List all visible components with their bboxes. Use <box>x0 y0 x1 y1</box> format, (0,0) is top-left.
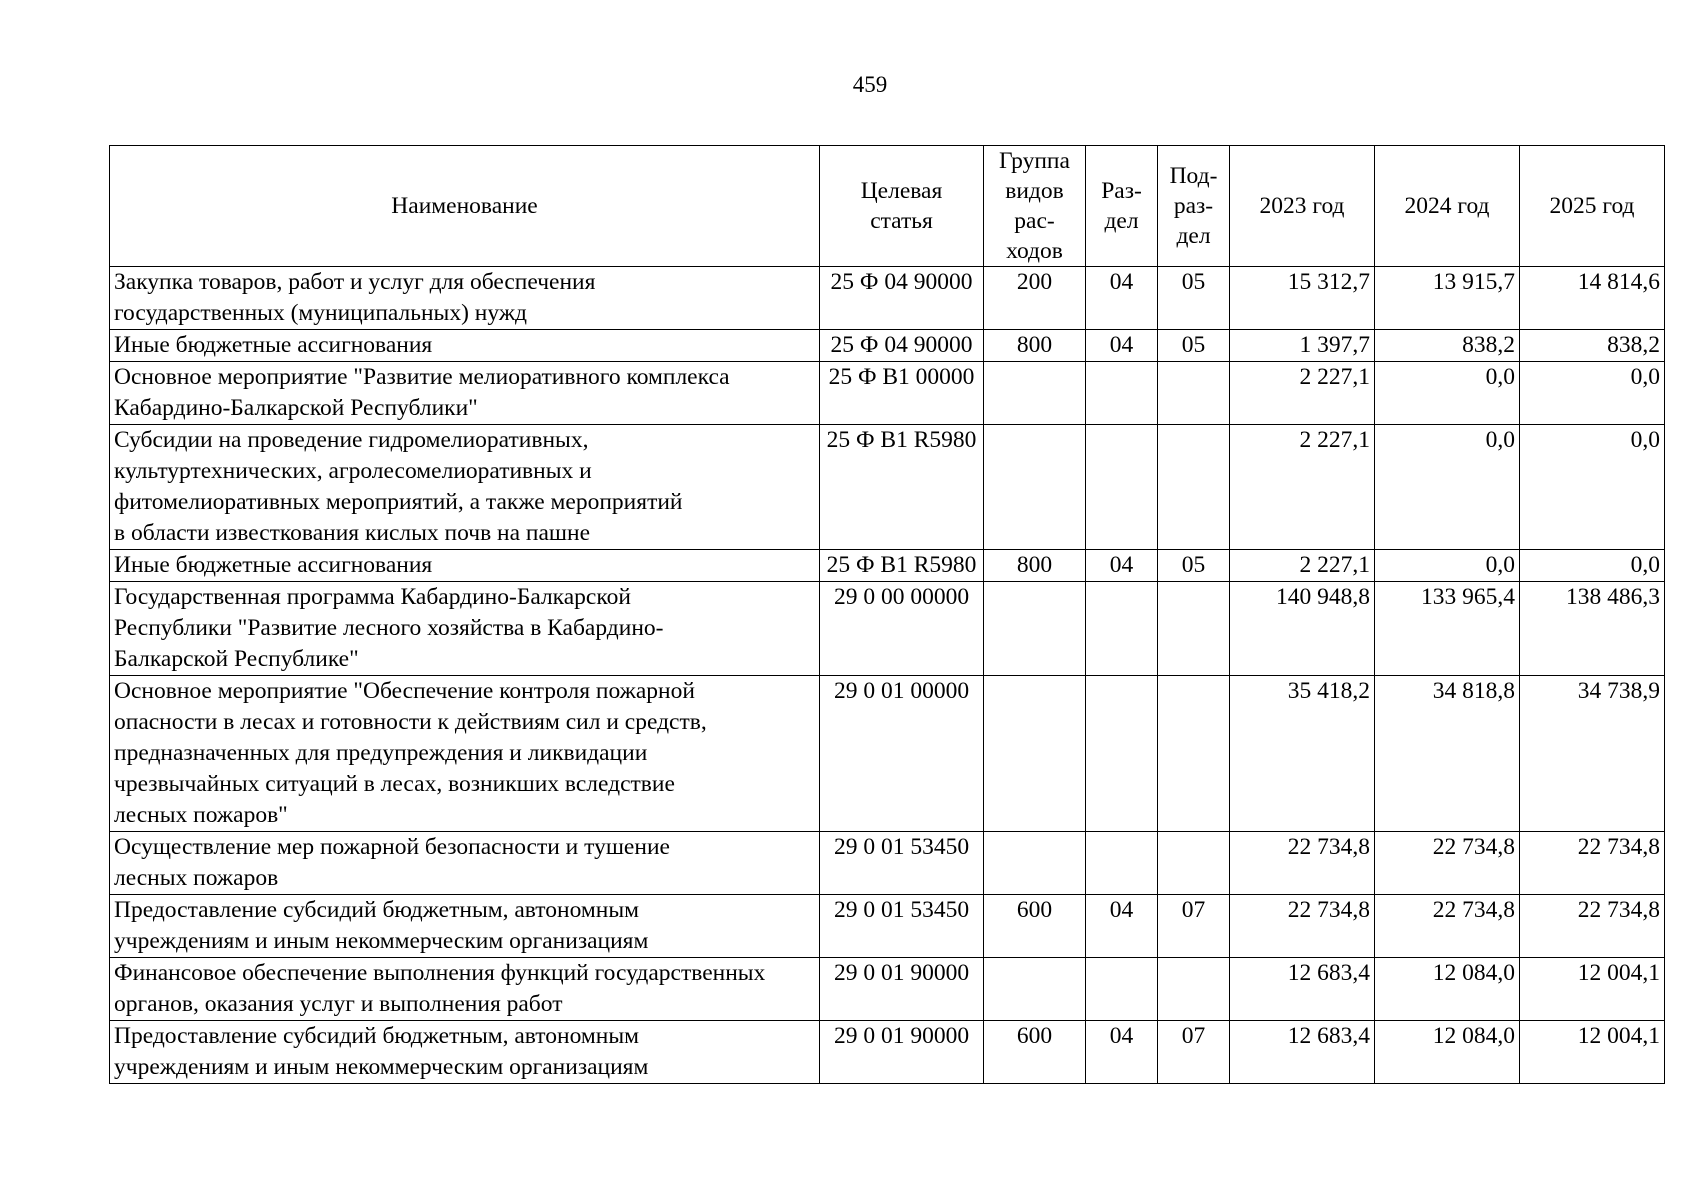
cell-target: 29 0 01 90000 <box>820 958 984 1021</box>
budget-table <box>109 145 1665 1084</box>
header-subsection: Под- раз- дел <box>1158 146 1230 267</box>
cell-subsection <box>1158 582 1230 676</box>
cell-subsection <box>1158 362 1230 425</box>
cell-2024: 22 734,8 <box>1375 832 1520 895</box>
table-row <box>110 425 1665 550</box>
cell-group: 600 <box>984 1021 1086 1084</box>
cell-name <box>110 832 820 895</box>
cell-section: 04 <box>1086 550 1158 582</box>
cell-subsection: 05 <box>1158 550 1230 582</box>
cell-group: 800 <box>984 330 1086 362</box>
cell-section: 04 <box>1086 267 1158 330</box>
table-row <box>110 676 1665 832</box>
cell-name <box>110 676 820 832</box>
cell-2023: 22 734,8 <box>1230 895 1375 958</box>
cell-group <box>984 425 1086 550</box>
table-header-row <box>110 146 1665 267</box>
cell-section <box>1086 425 1158 550</box>
cell-section <box>1086 958 1158 1021</box>
table-row <box>110 582 1665 676</box>
cell-2025: 22 734,8 <box>1520 832 1665 895</box>
header-2023: 2023 год <box>1230 146 1375 267</box>
cell-name-line: Закупка товаров, работ и услуг для обеспечения <box>114 269 596 295</box>
cell-group: 600 <box>984 895 1086 958</box>
page-number: 459 <box>852 72 888 97</box>
cell-subsection <box>1158 832 1230 895</box>
cell-name-line: лесных пожаров" <box>114 802 288 828</box>
cell-target: 29 0 01 53450 <box>820 832 984 895</box>
cell-2024: 12 084,0 <box>1375 958 1520 1021</box>
cell-name-line: культуртехнических, агролесомелиоративных и <box>114 458 592 484</box>
cell-name <box>110 330 820 362</box>
cell-2023: 22 734,8 <box>1230 832 1375 895</box>
table-row <box>110 1021 1665 1084</box>
cell-2024: 0,0 <box>1375 550 1520 582</box>
cell-2023: 1 397,7 <box>1230 330 1375 362</box>
header-target: Целевая статья <box>820 146 984 267</box>
cell-section <box>1086 362 1158 425</box>
cell-2025: 14 814,6 <box>1520 267 1665 330</box>
cell-subsection <box>1158 425 1230 550</box>
cell-2024: 13 915,7 <box>1375 267 1520 330</box>
cell-subsection: 05 <box>1158 330 1230 362</box>
cell-2024: 838,2 <box>1375 330 1520 362</box>
cell-target: 25 Ф В1 00000 <box>820 362 984 425</box>
cell-2023: 2 227,1 <box>1230 550 1375 582</box>
cell-2024: 34 818,8 <box>1375 676 1520 832</box>
cell-name-line: Кабардино-Балкарской Республики" <box>114 395 478 421</box>
cell-2025: 138 486,3 <box>1520 582 1665 676</box>
cell-name-line: в области известкования кислых почв на пашне <box>114 520 591 546</box>
cell-name-line: предназначенных для предупреждения и ликвидации <box>114 740 648 766</box>
cell-subsection <box>1158 676 1230 832</box>
cell-name-line: органов, оказания услуг и выполнения работ <box>114 991 563 1017</box>
cell-2025: 12 004,1 <box>1520 958 1665 1021</box>
cell-target: 29 0 00 00000 <box>820 582 984 676</box>
table-row <box>110 330 1665 362</box>
cell-section: 04 <box>1086 330 1158 362</box>
cell-2025: 838,2 <box>1520 330 1665 362</box>
cell-name-line: опасности в лесах и готовности к действиям сил и средств, <box>114 709 707 735</box>
table-row <box>110 362 1665 425</box>
cell-name-line: Государственная программа Кабардино-Балкарской <box>114 584 631 610</box>
cell-section <box>1086 582 1158 676</box>
cell-group <box>984 832 1086 895</box>
cell-2024: 12 084,0 <box>1375 1021 1520 1084</box>
cell-name-line: чрезвычайных ситуаций в лесах, возникших вследствие <box>114 771 675 797</box>
cell-section: 04 <box>1086 1021 1158 1084</box>
cell-name-line: фитомелиоративных мероприятий, а также мероприятий <box>114 489 683 515</box>
cell-2025: 22 734,8 <box>1520 895 1665 958</box>
cell-subsection: 07 <box>1158 895 1230 958</box>
table-row <box>110 832 1665 895</box>
table-row <box>110 550 1665 582</box>
cell-name <box>110 895 820 958</box>
cell-name-line: лесных пожаров <box>114 865 279 891</box>
table-row <box>110 267 1665 330</box>
cell-name-line: Предоставление субсидий бюджетным, автономным <box>114 1023 639 1049</box>
cell-2025: 34 738,9 <box>1520 676 1665 832</box>
table-row <box>110 895 1665 958</box>
cell-name <box>110 550 820 582</box>
cell-group <box>984 582 1086 676</box>
cell-name-line: Основное мероприятие "Обеспечение контроля пожарной <box>114 678 695 704</box>
cell-name-line: Основное мероприятие "Развитие мелиоративного комплекса <box>114 364 730 390</box>
cell-group <box>984 676 1086 832</box>
cell-group <box>984 958 1086 1021</box>
cell-2025: 12 004,1 <box>1520 1021 1665 1084</box>
cell-target: 29 0 01 53450 <box>820 895 984 958</box>
cell-target: 29 0 01 90000 <box>820 1021 984 1084</box>
cell-target: 25 Ф 04 90000 <box>820 330 984 362</box>
cell-name-line: учреждениям и иным некоммерческим организациям <box>114 928 649 954</box>
cell-target: 25 Ф В1 R5980 <box>820 550 984 582</box>
cell-2025: 0,0 <box>1520 362 1665 425</box>
cell-name-line: Балкарской Республике" <box>114 646 359 672</box>
cell-name <box>110 267 820 330</box>
cell-name <box>110 362 820 425</box>
table-row <box>110 958 1665 1021</box>
header-section: Раз- дел <box>1086 146 1158 267</box>
cell-group: 800 <box>984 550 1086 582</box>
cell-name-line: Финансовое обеспечение выполнения функций государственных <box>114 960 766 986</box>
cell-name-line: учреждениям и иным некоммерческим организациям <box>114 1054 649 1080</box>
cell-group <box>984 362 1086 425</box>
cell-2024: 0,0 <box>1375 425 1520 550</box>
cell-subsection: 05 <box>1158 267 1230 330</box>
cell-2023: 2 227,1 <box>1230 362 1375 425</box>
cell-2023: 15 312,7 <box>1230 267 1375 330</box>
cell-2023: 12 683,4 <box>1230 958 1375 1021</box>
cell-group: 200 <box>984 267 1086 330</box>
cell-2024: 133 965,4 <box>1375 582 1520 676</box>
header-2025: 2025 год <box>1520 146 1665 267</box>
cell-section: 04 <box>1086 895 1158 958</box>
cell-section <box>1086 676 1158 832</box>
table-body <box>110 267 1665 1084</box>
header-group: Группа видов рас- ходов <box>984 146 1086 267</box>
cell-name-line: Иные бюджетные ассигнования <box>114 332 433 358</box>
cell-target: 25 Ф 04 90000 <box>820 267 984 330</box>
cell-name-line: Субсидии на проведение гидромелиоративных, <box>114 427 589 453</box>
cell-subsection <box>1158 958 1230 1021</box>
cell-target: 29 0 01 00000 <box>820 676 984 832</box>
cell-2025: 0,0 <box>1520 425 1665 550</box>
cell-2025: 0,0 <box>1520 550 1665 582</box>
cell-name <box>110 958 820 1021</box>
cell-name-line: Республики "Развитие лесного хозяйства в Кабардино- <box>114 615 664 641</box>
header-name: Наименование <box>110 146 820 267</box>
cell-2023: 140 948,8 <box>1230 582 1375 676</box>
cell-section <box>1086 832 1158 895</box>
cell-name <box>110 425 820 550</box>
cell-name-line: Осуществление мер пожарной безопасности и тушение <box>114 834 670 860</box>
cell-2024: 22 734,8 <box>1375 895 1520 958</box>
cell-subsection: 07 <box>1158 1021 1230 1084</box>
cell-2023: 35 418,2 <box>1230 676 1375 832</box>
cell-2023: 2 227,1 <box>1230 425 1375 550</box>
cell-2023: 12 683,4 <box>1230 1021 1375 1084</box>
cell-2024: 0,0 <box>1375 362 1520 425</box>
cell-name <box>110 1021 820 1084</box>
cell-target: 25 Ф В1 R5980 <box>820 425 984 550</box>
header-2024: 2024 год <box>1375 146 1520 267</box>
cell-name <box>110 582 820 676</box>
cell-name-line: Иные бюджетные ассигнования <box>114 552 433 578</box>
cell-name-line: Предоставление субсидий бюджетным, автономным <box>114 897 639 923</box>
cell-name-line: государственных (муниципальных) нужд <box>114 300 528 326</box>
